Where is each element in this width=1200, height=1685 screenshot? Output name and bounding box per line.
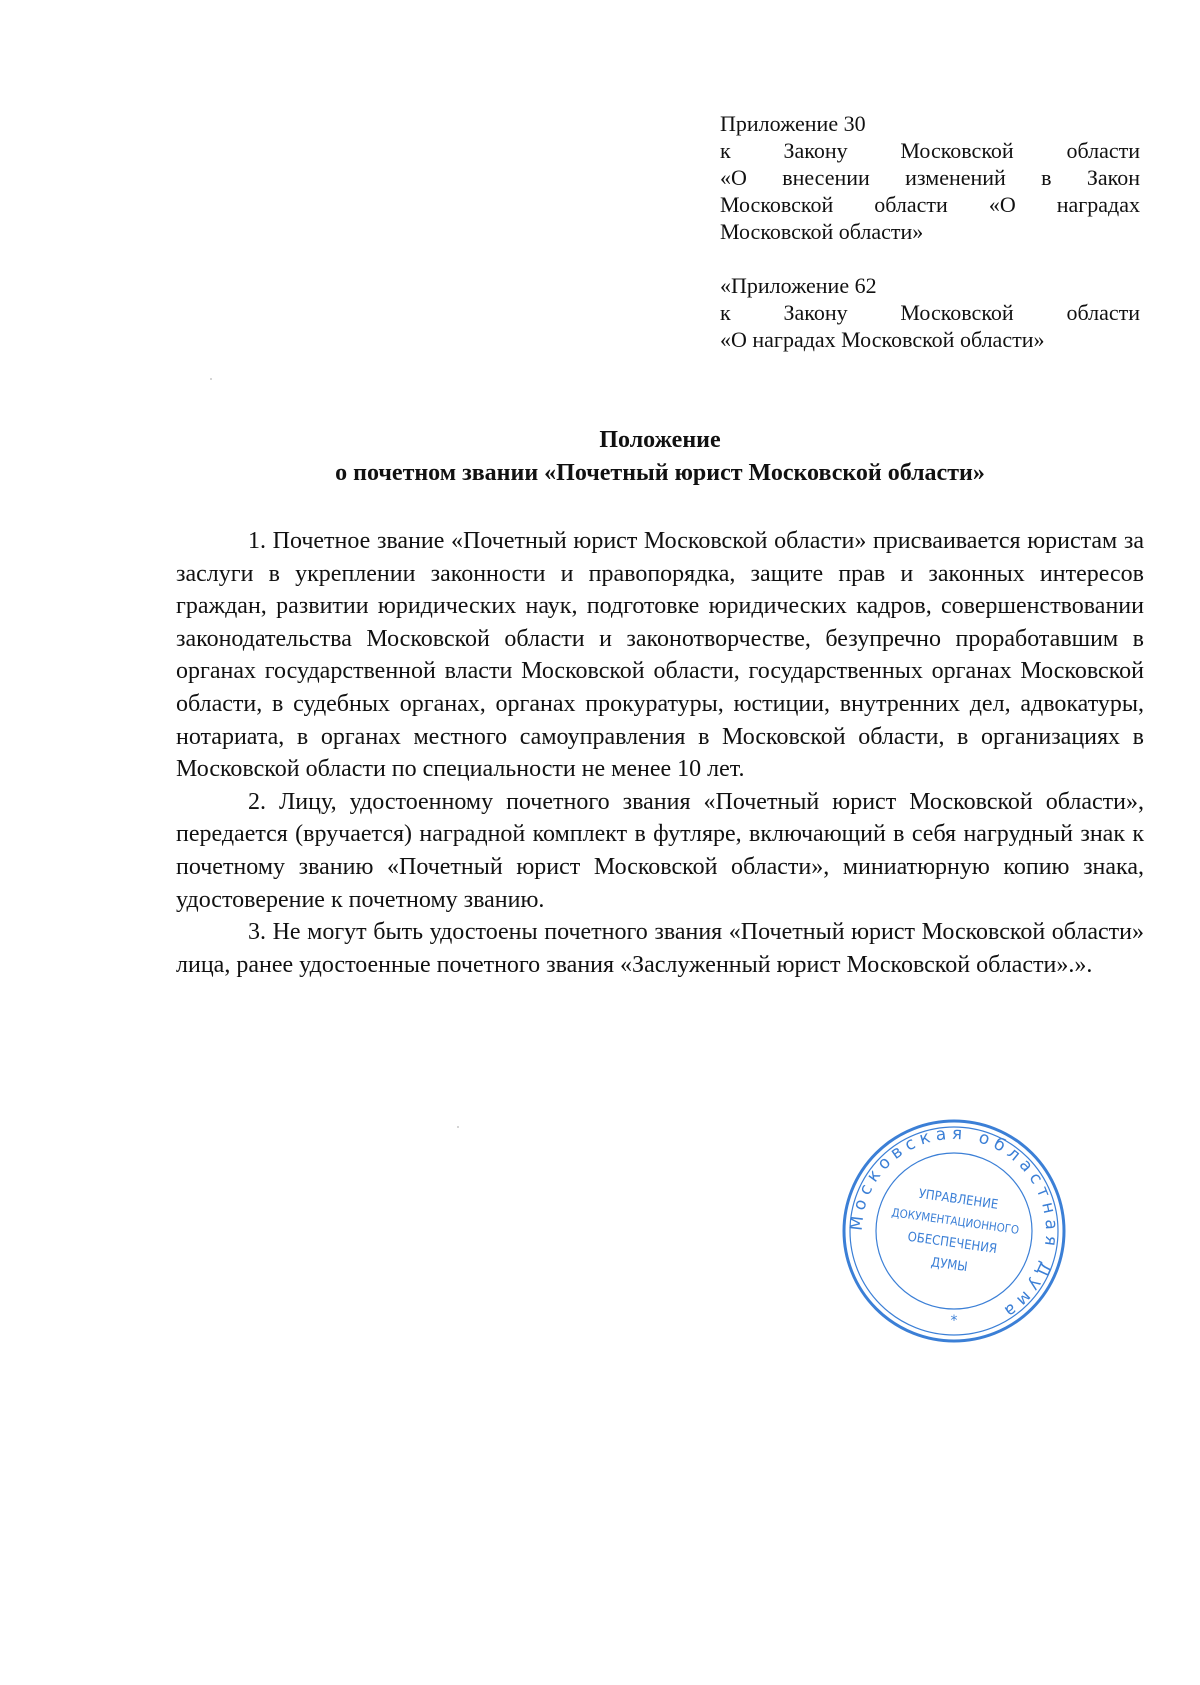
scan-speck [210,378,212,380]
stamp-star: * [950,1313,958,1329]
title-subheading: о почетном звании «Почетный юрист Московской области» [335,460,985,486]
appendix-30-line: Приложение 30 [720,111,866,136]
appendix-62-law-line: к Закону Московской области [720,300,1140,325]
appendix-30-end-line: Московской области» [720,219,924,244]
official-stamp [840,1117,1068,1345]
appendix-62-end-line: «О наградах Московской области» [720,327,1045,352]
stamp-line-4: ДУМЫ [929,1255,969,1276]
document-body [176,525,1144,981]
paragraph-1: 1. Почетное звание «Почетный юрист Московской области» присваивается юристам за заслуги в укреплении законности и правопорядка, защите прав и законных интересов граждан, развитии юридических наук, подготовке юридических кадров, совершенствовании законодательства Московской области и законотворчестве, безупречно проработавшим в органах государственной власти Московской области, государственных органах Московской области, в судебных органах, органах прокуратуры, юстиции, внутренних дел, адвокатуры, нотариата, в органах местного самоуправления в Московской области, в организациях в Московской области по специальности не менее 10 лет. [176,528,1144,783]
document-title [176,424,1144,490]
stamp-line-2: ДОКУМЕНТАЦИОННОГО [890,1205,1021,1237]
paragraph-3: 3. Не могут быть удостоены почетного звания «Почетный юрист Московской области» лица, ранее удостоенные почетного звания «Заслуженный юрист Московской области».». [176,919,1144,978]
stamp-line-1: УПРАВЛЕНИЕ [917,1186,1000,1213]
appendix-header [720,110,1140,353]
stamp-ring-text: Московская областная Дума [846,1123,1062,1325]
appendix-30-region-line: Московской области «О наградах [720,192,1140,217]
appendix-30-amend-line: «О внесении изменений в Закон [720,165,1140,190]
paragraph-2: 2. Лицу, удостоенному почетного звания «Почетный юрист Московской области», передается (вручается) наградной комплект в футляре, включающий в себя нагрудный знак к почетному званию «Почетный юрист Московской области», миниатюрную копию знака, удостоверение к почетному званию. [176,788,1144,913]
appendix-30-law-line: к Закону Московской области [720,138,1140,163]
appendix-62-line: «Приложение 62 [720,273,877,298]
scan-speck [457,1126,459,1128]
stamp-seal [840,1117,1068,1345]
stamp-line-3: ОБЕСПЕЧЕНИЯ [906,1229,998,1258]
title-heading: Положение [599,427,721,453]
